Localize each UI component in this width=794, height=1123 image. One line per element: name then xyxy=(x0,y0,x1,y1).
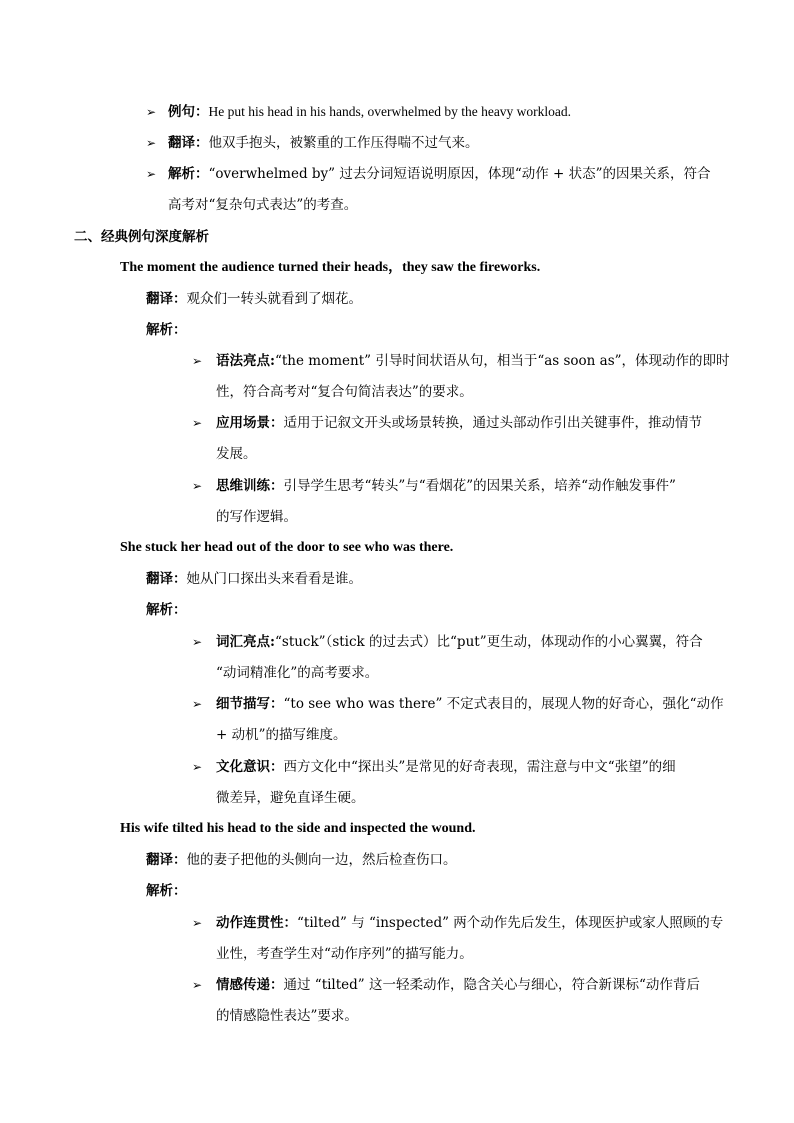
point-text: 适用于记叙文开头或场景转换，通过头部动作引出关键事件，推动情节 xyxy=(283,415,702,431)
translation-line xyxy=(168,133,479,153)
analysis-point xyxy=(216,632,703,652)
example-sentence-line xyxy=(168,102,571,122)
bullet-arrow-icon: ➢ xyxy=(192,916,203,930)
bullet-arrow-icon: ➢ xyxy=(192,416,203,430)
analysis-point xyxy=(216,413,702,433)
point-continuation: 的写作逻辑。 xyxy=(216,509,297,525)
bullet-arrow-icon: ➢ xyxy=(146,136,157,150)
point-text: 西方文化中“探出头”是常见的好奇表现，需注意与中文“张望”的细 xyxy=(283,759,676,775)
translation-text: 他的妻子把他的头侧向一边，然后检查伤口。 xyxy=(186,852,457,868)
point-label: 思维训练： xyxy=(216,478,284,494)
translation-line xyxy=(146,289,362,309)
point-text: 通过 “tilted” 这一轻柔动作，隐含关心与细心，符合新课标“动作背后 xyxy=(283,977,700,993)
translation-line xyxy=(146,850,457,870)
example-sentence: The moment the audience turned their heads，they saw the fireworks. xyxy=(120,260,541,275)
bullet-arrow-icon: ➢ xyxy=(192,354,203,368)
translation-text: 观众们一转头就看到了烟花。 xyxy=(186,291,362,307)
analysis-label: 解析： xyxy=(146,602,187,618)
example-text: He put his head in his hands, overwhelmed by the heavy workload. xyxy=(208,104,572,119)
bullet-arrow-icon: ➢ xyxy=(146,167,157,181)
analysis-label: 解析： xyxy=(146,883,187,899)
point-continuation: 业性，考查学生对“动作序列”的描写能力。 xyxy=(216,946,473,962)
point-continuation: 的情感隐性表达”要求。 xyxy=(216,1008,358,1024)
bullet-arrow-icon: ➢ xyxy=(192,479,203,493)
point-continuation: + 动机”的描写维度。 xyxy=(216,727,347,743)
bullet-arrow-icon: ➢ xyxy=(192,978,203,992)
point-continuation: 发展。 xyxy=(216,446,257,462)
analysis-point xyxy=(216,975,700,995)
translation-label: 翻译： xyxy=(146,852,187,868)
point-label: 文化意识： xyxy=(216,759,284,775)
translation-label: 翻译： xyxy=(146,571,187,587)
translation-text: 他双手抱头，被繁重的工作压得喘不过气来。 xyxy=(208,135,479,151)
analysis-point xyxy=(216,757,676,777)
example-label: 例句： xyxy=(168,104,209,120)
translation-line xyxy=(146,569,362,589)
point-label: 词汇亮点: xyxy=(216,634,275,650)
point-text: “stuck”（stick 的过去式）比“put”更生动，体现动作的小心翼翼，符合 xyxy=(274,634,703,650)
point-label: 语法亮点: xyxy=(216,353,275,369)
point-continuation: 微差异，避免直译生硬。 xyxy=(216,790,365,806)
point-text: “the moment” 引导时间状语从句，相当于“as soon as”，体现动作的即时 xyxy=(274,353,730,369)
point-text: “tilted” 与 “inspected” 两个动作先后发生，体现医护或家人照顾的专 xyxy=(297,915,724,931)
point-label: 细节描写： xyxy=(216,696,284,712)
translation-label: 翻译： xyxy=(146,291,187,307)
analysis-line xyxy=(168,164,711,184)
analysis-point xyxy=(216,351,730,371)
translation-label: 翻译： xyxy=(168,135,209,151)
point-text: 引导学生思考“转头”与“看烟花”的因果关系，培养“动作触发事件” xyxy=(283,478,676,494)
analysis-text: “overwhelmed by” 过去分词短语说明原因，体现“动作 + 状态”的因果关系，符合 xyxy=(208,166,711,182)
point-label: 动作连贯性： xyxy=(216,915,297,931)
bullet-arrow-icon: ➢ xyxy=(192,635,203,649)
translation-text: 她从门口探出头来看看是谁。 xyxy=(186,571,362,587)
example-sentence: She stuck her head out of the door to see who was there. xyxy=(120,540,454,555)
example-sentence: His wife tilted his head to the side and inspected the wound. xyxy=(120,821,476,836)
analysis-point xyxy=(216,913,723,933)
section-heading: 二、经典例句深度解析 xyxy=(74,229,209,245)
point-continuation: 性，符合高考对“复合句简洁表达”的要求。 xyxy=(216,384,473,400)
analysis-point xyxy=(216,694,724,714)
point-label: 情感传递： xyxy=(216,977,284,993)
point-text: “to see who was there” 不定式表目的，展现人物的好奇心，强化“动作 xyxy=(283,696,724,712)
bullet-arrow-icon: ➢ xyxy=(146,105,157,119)
analysis-label: 解析： xyxy=(168,166,209,182)
point-label: 应用场景： xyxy=(216,415,284,431)
analysis-label: 解析： xyxy=(146,322,187,338)
analysis-continuation: 高考对“复杂句式表达”的考查。 xyxy=(168,197,358,213)
bullet-arrow-icon: ➢ xyxy=(192,697,203,711)
analysis-point xyxy=(216,476,676,496)
bullet-arrow-icon: ➢ xyxy=(192,760,203,774)
point-continuation: “动词精准化”的高考要求。 xyxy=(216,665,379,681)
